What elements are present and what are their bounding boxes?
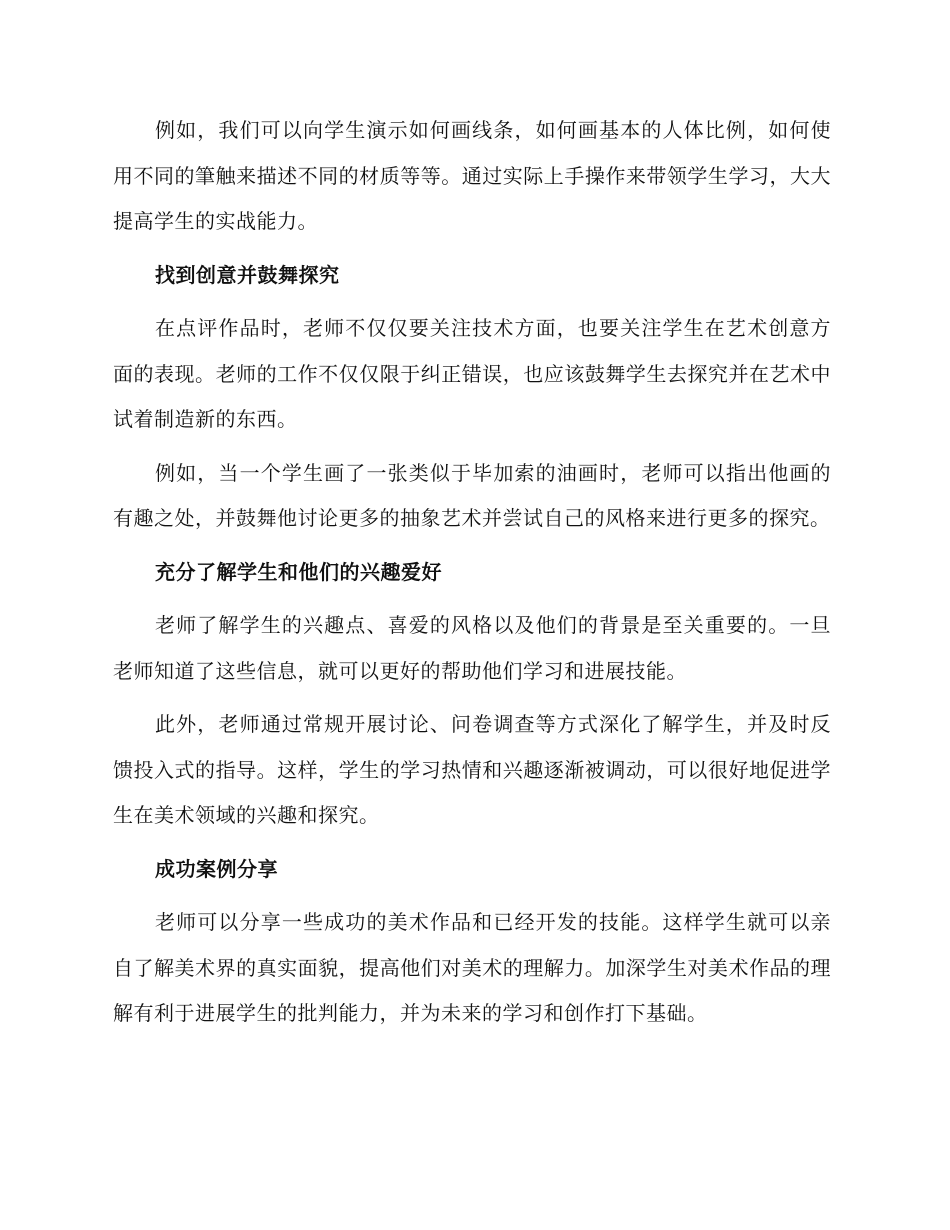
document-body xyxy=(113,108,831,1037)
paragraph-picasso-example: 例如，当一个学生画了一张类似于毕加索的油画时，老师可以指出他画的有趣之处，并鼓舞他讨论更多的抽象艺术并尝试自己的风格来进行更多的探究。 xyxy=(113,460,831,530)
paragraph-know-students: 老师了解学生的兴趣点、喜爱的风格以及他们的背景是至关重要的。一旦老师知道了这些信息，就可以更好的帮助他们学习和进展技能。 xyxy=(113,613,831,683)
section-heading-success-cases: 成功案例分享 xyxy=(155,856,278,881)
section-heading-student-interests: 充分了解学生和他们的兴趣爱好 xyxy=(155,559,442,584)
section-heading-creativity: 找到创意并鼓舞探究 xyxy=(155,262,340,287)
paragraph-share-success: 老师可以分享一些成功的美术作品和已经开发的技能。这样学生就可以亲自了解美术界的真实面貌，提高他们对美术的理解力。加深学生对美术作品的理解有利于进展学生的批判能力，并为未来的学习和创作打下基础。 xyxy=(113,910,831,1025)
paragraph-demonstration-example: 例如，我们可以向学生演示如何画线条，如何画基本的人体比例，如何使用不同的筆触来描述不同的材质等等。通过实际上手操作来带领学生学习，大大提高学生的实战能力。 xyxy=(113,118,831,233)
paragraph-critique-creativity: 在点评作品时，老师不仅仅要关注技术方面，也要关注学生在艺术创意方面的表现。老师的工作不仅仅限于纠正错误，也应该鼓舞学生去探究并在艺术中试着制造新的东西。 xyxy=(113,316,831,431)
paragraph-feedback-methods: 此外，老师通过常规开展讨论、问卷调查等方式深化了解学生，并及时反馈投入式的指导。这样，学生的学习热情和兴趣逐渐被调动，可以很好地促进学生在美术领域的兴趣和探究。 xyxy=(113,712,831,827)
